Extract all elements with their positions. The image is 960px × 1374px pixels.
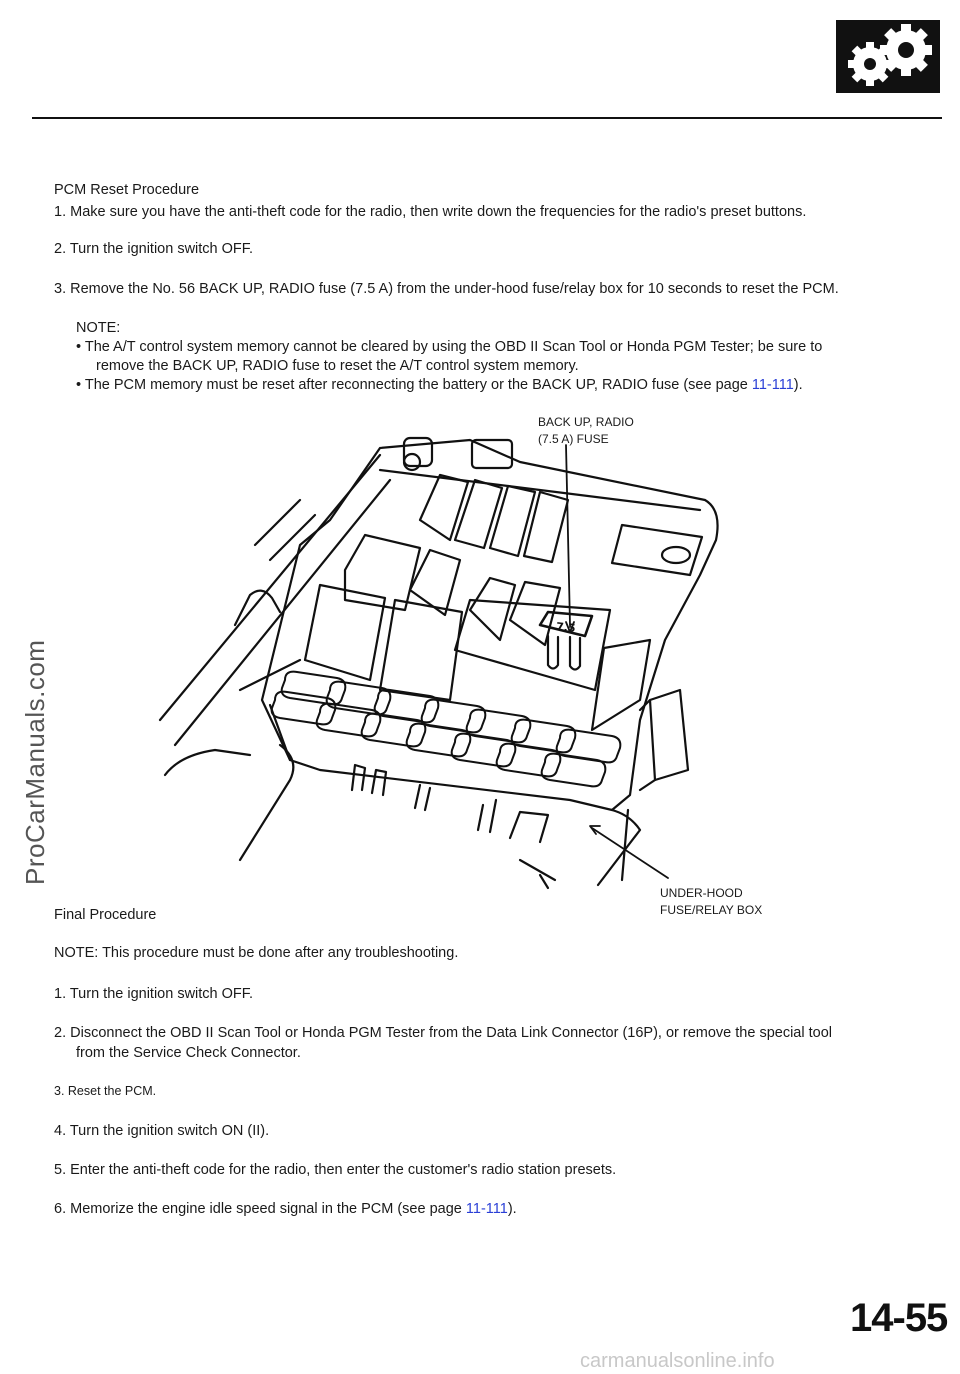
side-watermark: ProCarManuals.com <box>20 639 50 885</box>
final-step-4: 4. Turn the ignition switch ON (II). <box>54 1123 270 1139</box>
final-step-2-line-2: from the Service Check Connector. <box>76 1045 301 1061</box>
header-rule <box>32 117 942 119</box>
note-item-2-text: • The PCM memory must be reset after reconnecting the battery or the BACK UP, RADIO fuse (see page <box>76 377 752 393</box>
page-link-11-111[interactable]: 11-111 <box>751 377 794 393</box>
final-step-6 <box>54 1200 517 1218</box>
page-link-11-111[interactable]: 11-111 <box>465 1201 508 1217</box>
gears-icon <box>836 20 940 93</box>
final-title: Final Procedure <box>54 907 157 923</box>
final-step-1: 1. Turn the ignition switch OFF. <box>54 986 254 1002</box>
fuse-marking: 7.5 <box>555 620 577 636</box>
final-step-6-text: 6. Memorize the engine idle speed signal in the PCM (see page <box>54 1201 466 1217</box>
box-callout-line-2: FUSE/RELAY BOX <box>660 903 763 917</box>
fuse-relay-box-illustration <box>150 430 750 890</box>
note-item-1-line-2: remove the BACK UP, RADIO fuse to reset the A/T control system memory. <box>96 358 579 374</box>
fuse-callout-line-1: BACK UP, RADIO <box>538 415 634 429</box>
reset-step-2: 2. Turn the ignition switch OFF. <box>54 241 254 257</box>
footer-watermark: carmanualsonline.info <box>580 1350 775 1372</box>
final-step-6-close: ). <box>507 1201 517 1217</box>
page-number: 14-55 <box>850 1296 948 1340</box>
final-step-3: 3. Reset the PCM. <box>54 1084 157 1098</box>
reset-step-1: 1. Make sure you have the anti-theft code for the radio, then write down the frequencies for the radio's preset buttons. <box>54 204 807 220</box>
final-step-2-line-1: 2. Disconnect the OBD II Scan Tool or Honda PGM Tester from the Data Link Connector (16P), or remove the special tool <box>54 1025 833 1041</box>
fuse-callout-line-2: (7.5 A) FUSE <box>538 432 609 446</box>
box-callout-line-1: UNDER-HOOD <box>660 886 743 900</box>
note-item-2 <box>76 376 803 394</box>
box-callout-label <box>660 886 762 917</box>
final-note: NOTE: This procedure must be done after any troubleshooting. <box>54 945 459 961</box>
note-item-2-close: ). <box>793 377 803 393</box>
reset-title: PCM Reset Procedure <box>54 182 200 198</box>
final-step-5: 5. Enter the anti-theft code for the radio, then enter the customer's radio station presets. <box>54 1162 617 1178</box>
reset-step-3: 3. Remove the No. 56 BACK UP, RADIO fuse (7.5 A) from the under-hood fuse/relay box for 10 seconds to reset the PCM. <box>54 281 839 297</box>
note-item-1-line-1: • The A/T control system memory cannot be cleared by using the OBD II Scan Tool or Honda PGM Tester; be sure to <box>76 339 823 355</box>
note-label: NOTE: <box>76 320 121 336</box>
